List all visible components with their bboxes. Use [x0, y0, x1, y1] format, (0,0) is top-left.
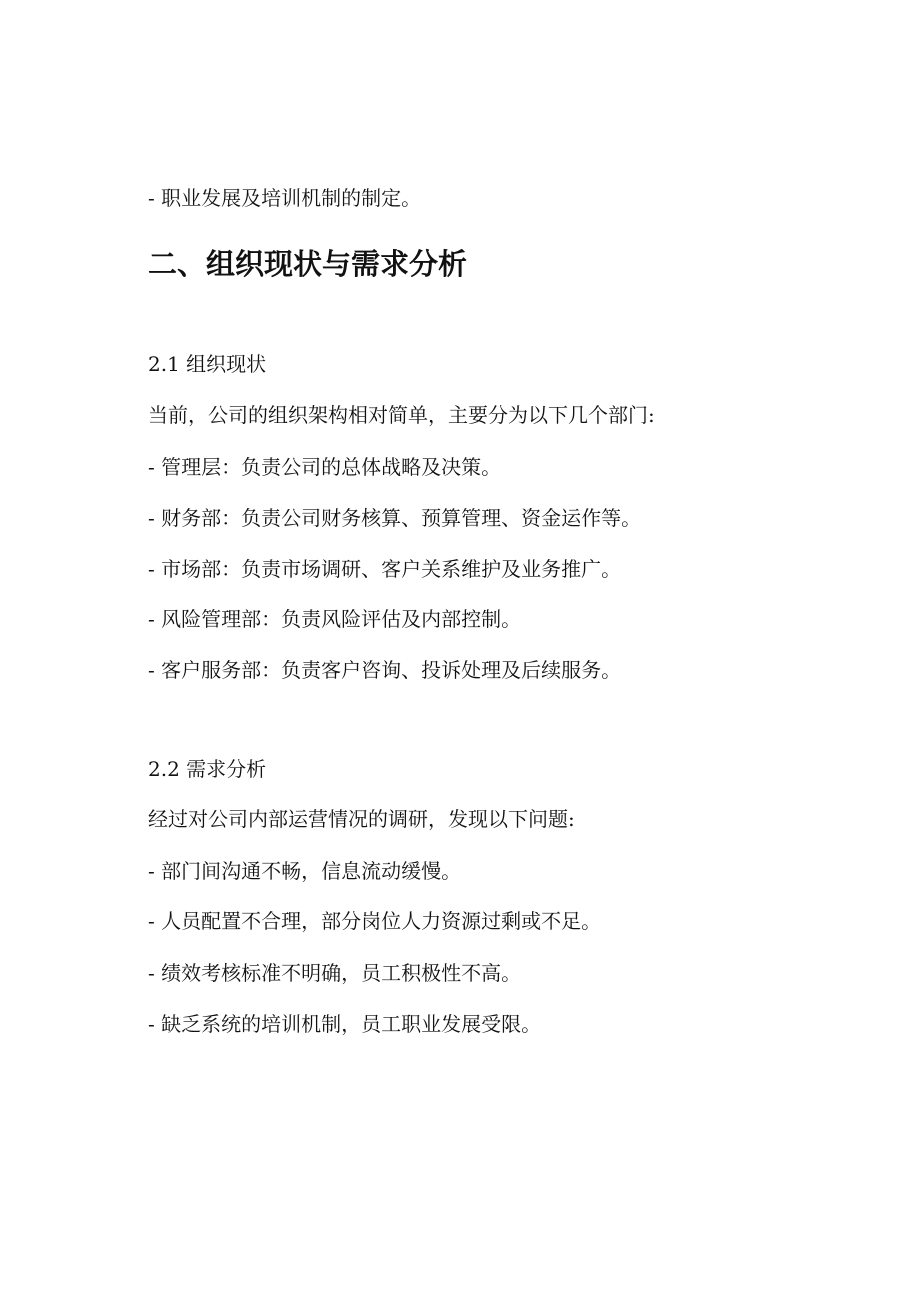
list-item: - 管理层：负责公司的总体战略及决策。 [148, 455, 502, 479]
list-item: - 财务部：负责公司财务核算、预算管理、资金运作等。 [148, 506, 642, 530]
list-item: - 人员配置不合理，部分岗位人力资源过剩或不足。 [148, 909, 602, 933]
section-heading: 二、组织现状与需求分析 [148, 247, 468, 281]
list-item: - 缺乏系统的培训机制，员工职业发展受限。 [148, 1012, 542, 1036]
subsection-heading-2-1: 2.1 组织现状 [148, 352, 267, 376]
list-item-career-training: - 职业发展及培训机制的制定。 [148, 186, 422, 210]
list-item: - 风险管理部：负责风险评估及内部控制。 [148, 607, 522, 631]
list-item: - 市场部：负责市场调研、客户关系维护及业务推广。 [148, 557, 622, 581]
list-item: - 部门间沟通不畅，信息流动缓慢。 [148, 859, 462, 883]
paragraph-needs-intro: 经过对公司内部运营情况的调研，发现以下问题: [148, 807, 575, 831]
list-item: - 绩效考核标准不明确，员工积极性不高。 [148, 961, 522, 985]
subsection-heading-2-2: 2.2 需求分析 [148, 757, 267, 781]
list-item: - 客户服务部：负责客户咨询、投诉处理及后续服务。 [148, 658, 622, 682]
paragraph-structure-intro: 当前，公司的组织架构相对简单，主要分为以下几个部门: [148, 403, 655, 427]
